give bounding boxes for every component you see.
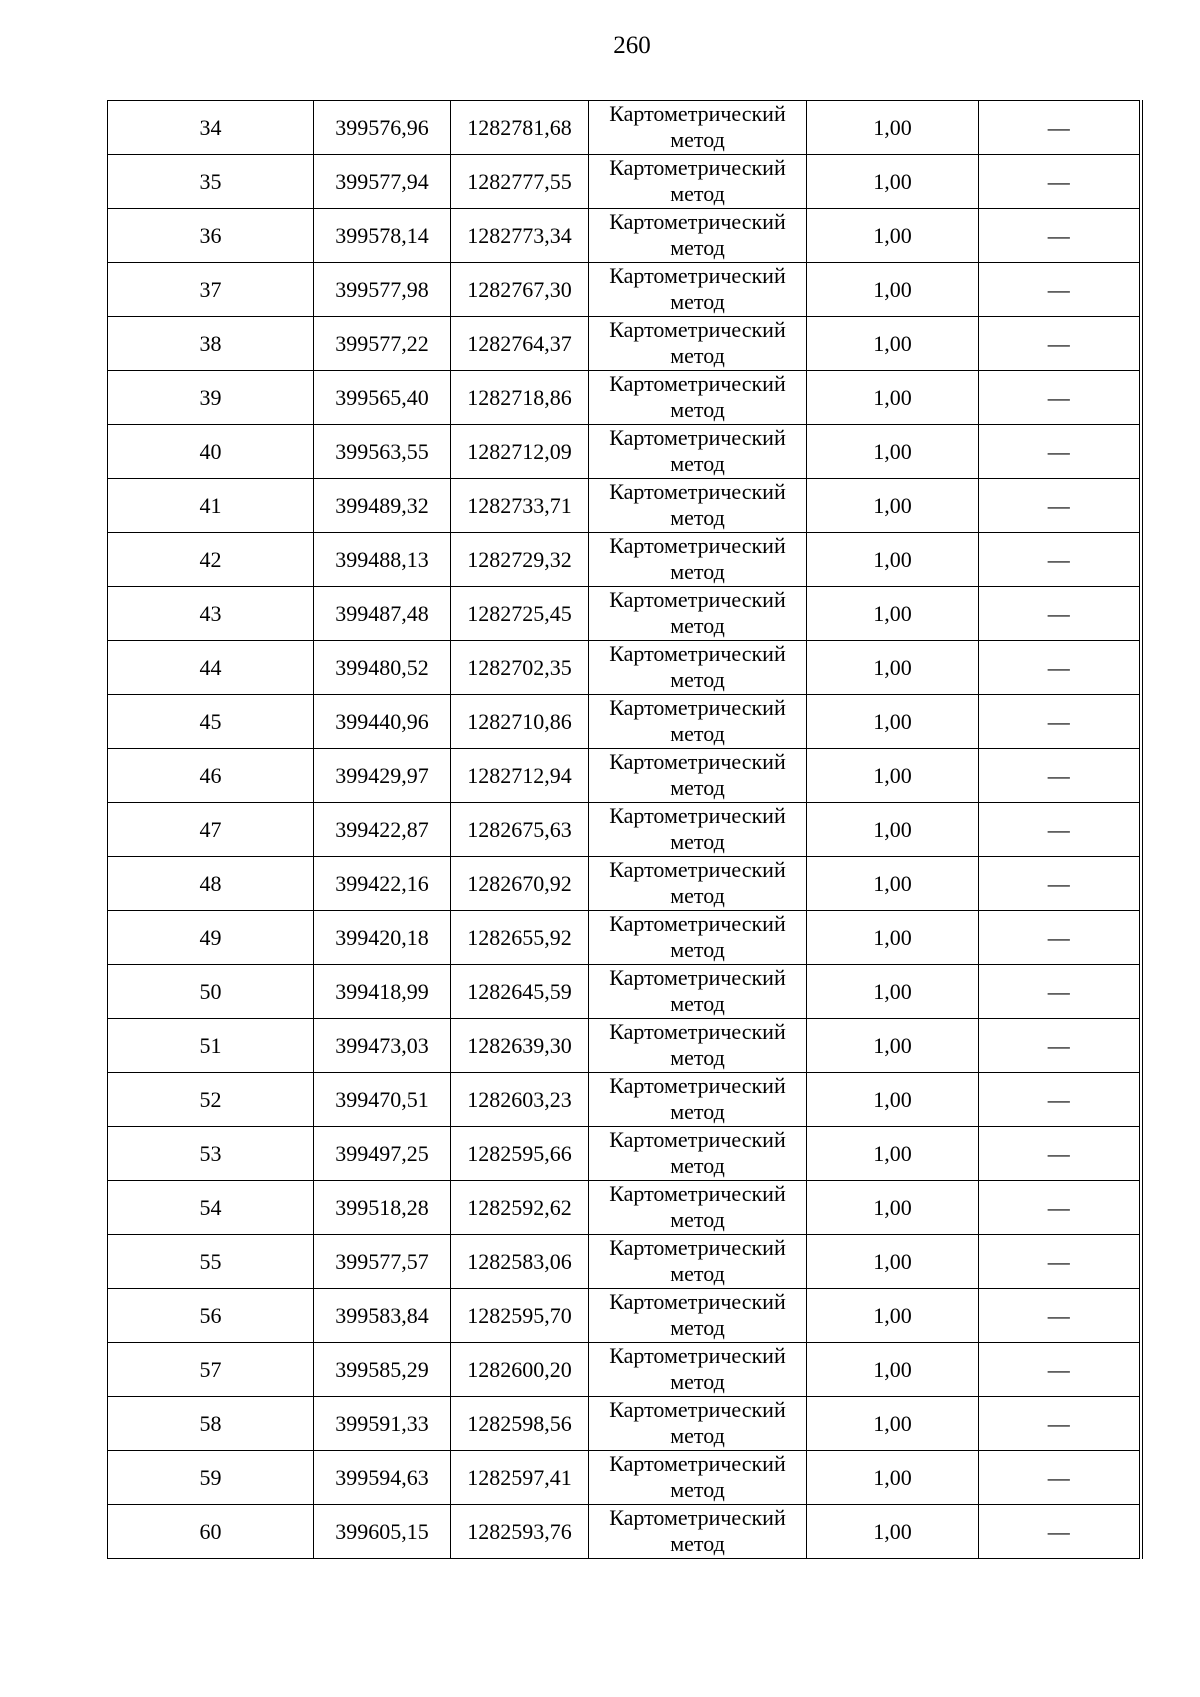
x-coordinate-cell: 399591,33 — [314, 1397, 451, 1451]
x-coordinate-cell: 399576,96 — [314, 101, 451, 155]
note-cell: — — [979, 641, 1141, 695]
accuracy-cell: 1,00 — [807, 857, 979, 911]
method-line-1: Картометрический — [609, 1073, 786, 1098]
x-coordinate-cell: 399420,18 — [314, 911, 451, 965]
accuracy-cell: 1,00 — [807, 1451, 979, 1505]
point-number-cell: 54 — [108, 1181, 314, 1235]
point-number-cell: 38 — [108, 317, 314, 371]
method-line-1: Картометрический — [609, 155, 786, 180]
method-line-1: Картометрический — [609, 479, 786, 504]
x-coordinate-cell: 399563,55 — [314, 425, 451, 479]
method-line-2: метод — [670, 1099, 725, 1124]
method-cell — [589, 425, 807, 479]
x-coordinate-cell: 399565,40 — [314, 371, 451, 425]
note-cell: — — [979, 1451, 1141, 1505]
x-coordinate-cell: 399578,14 — [314, 209, 451, 263]
method-line-1: Картометрический — [609, 749, 786, 774]
method-line-2: метод — [670, 397, 725, 422]
method-line-2: метод — [670, 1423, 725, 1448]
y-coordinate-cell: 1282729,32 — [451, 533, 589, 587]
method-cell — [589, 803, 807, 857]
method-line-1: Картометрический — [609, 857, 786, 882]
table-row — [108, 1451, 1141, 1505]
accuracy-cell: 1,00 — [807, 1235, 979, 1289]
accuracy-cell: 1,00 — [807, 1397, 979, 1451]
point-number-cell: 37 — [108, 263, 314, 317]
table-row — [108, 965, 1141, 1019]
accuracy-cell: 1,00 — [807, 209, 979, 263]
method-cell — [589, 1397, 807, 1451]
accuracy-cell: 1,00 — [807, 965, 979, 1019]
method-line-2: метод — [670, 505, 725, 530]
note-cell: — — [979, 1073, 1141, 1127]
table-row — [108, 155, 1141, 209]
note-cell: — — [979, 803, 1141, 857]
method-line-2: метод — [670, 181, 725, 206]
accuracy-cell: 1,00 — [807, 1343, 979, 1397]
note-cell: — — [979, 1397, 1141, 1451]
table-row — [108, 209, 1141, 263]
note-cell: — — [979, 263, 1141, 317]
table-row — [108, 587, 1141, 641]
method-line-1: Картометрический — [609, 1181, 786, 1206]
y-coordinate-cell: 1282639,30 — [451, 1019, 589, 1073]
table-row — [108, 371, 1141, 425]
accuracy-cell: 1,00 — [807, 803, 979, 857]
x-coordinate-cell: 399418,99 — [314, 965, 451, 1019]
table-row — [108, 101, 1141, 155]
point-number-cell: 51 — [108, 1019, 314, 1073]
point-number-cell: 48 — [108, 857, 314, 911]
accuracy-cell: 1,00 — [807, 263, 979, 317]
note-cell: — — [979, 209, 1141, 263]
table-row — [108, 911, 1141, 965]
x-coordinate-cell: 399577,57 — [314, 1235, 451, 1289]
point-number-cell: 46 — [108, 749, 314, 803]
point-number-cell: 59 — [108, 1451, 314, 1505]
method-line-1: Картометрический — [609, 803, 786, 828]
note-cell: — — [979, 1505, 1141, 1559]
method-line-2: метод — [670, 991, 725, 1016]
note-cell: — — [979, 155, 1141, 209]
method-line-1: Картометрический — [609, 1343, 786, 1368]
y-coordinate-cell: 1282702,35 — [451, 641, 589, 695]
table-row — [108, 641, 1141, 695]
method-line-1: Картометрический — [609, 641, 786, 666]
method-line-1: Картометрический — [609, 1019, 786, 1044]
y-coordinate-cell: 1282712,09 — [451, 425, 589, 479]
table-row — [108, 1289, 1141, 1343]
accuracy-cell: 1,00 — [807, 1181, 979, 1235]
method-line-2: метод — [670, 1153, 725, 1178]
y-coordinate-cell: 1282592,62 — [451, 1181, 589, 1235]
method-line-2: метод — [670, 667, 725, 692]
y-coordinate-cell: 1282675,63 — [451, 803, 589, 857]
note-cell: — — [979, 371, 1141, 425]
note-cell: — — [979, 911, 1141, 965]
accuracy-cell: 1,00 — [807, 533, 979, 587]
table-row — [108, 1343, 1141, 1397]
note-cell: — — [979, 1289, 1141, 1343]
point-number-cell: 49 — [108, 911, 314, 965]
y-coordinate-cell: 1282655,92 — [451, 911, 589, 965]
y-coordinate-cell: 1282595,70 — [451, 1289, 589, 1343]
method-line-2: метод — [670, 1477, 725, 1502]
point-number-cell: 45 — [108, 695, 314, 749]
point-number-cell: 36 — [108, 209, 314, 263]
accuracy-cell: 1,00 — [807, 317, 979, 371]
table-row — [108, 1505, 1141, 1559]
point-number-cell: 39 — [108, 371, 314, 425]
point-number-cell: 53 — [108, 1127, 314, 1181]
note-cell: — — [979, 749, 1141, 803]
y-coordinate-cell: 1282725,45 — [451, 587, 589, 641]
method-cell — [589, 1019, 807, 1073]
y-coordinate-cell: 1282777,55 — [451, 155, 589, 209]
coordinates-table — [107, 100, 1143, 1559]
method-line-2: метод — [670, 559, 725, 584]
x-coordinate-cell: 399487,48 — [314, 587, 451, 641]
method-line-2: метод — [670, 1045, 725, 1070]
method-line-2: метод — [670, 289, 725, 314]
note-cell: — — [979, 695, 1141, 749]
y-coordinate-cell: 1282597,41 — [451, 1451, 589, 1505]
method-cell — [589, 1127, 807, 1181]
point-number-cell: 55 — [108, 1235, 314, 1289]
x-coordinate-cell: 399585,29 — [314, 1343, 451, 1397]
y-coordinate-cell: 1282733,71 — [451, 479, 589, 533]
method-line-1: Картометрический — [609, 1505, 786, 1530]
method-line-1: Картометрический — [609, 911, 786, 936]
point-number-cell: 44 — [108, 641, 314, 695]
point-number-cell: 47 — [108, 803, 314, 857]
method-line-1: Картометрический — [609, 965, 786, 990]
method-line-1: Картометрический — [609, 533, 786, 558]
method-cell — [589, 1343, 807, 1397]
table-row — [108, 1235, 1141, 1289]
note-cell: — — [979, 533, 1141, 587]
table-row — [108, 1397, 1141, 1451]
table-row — [108, 857, 1141, 911]
y-coordinate-cell: 1282595,66 — [451, 1127, 589, 1181]
method-line-2: метод — [670, 235, 725, 260]
point-number-cell: 56 — [108, 1289, 314, 1343]
table-row — [108, 1073, 1141, 1127]
method-cell — [589, 911, 807, 965]
y-coordinate-cell: 1282593,76 — [451, 1505, 589, 1559]
method-cell — [589, 1505, 807, 1559]
y-coordinate-cell: 1282718,86 — [451, 371, 589, 425]
x-coordinate-cell: 399577,94 — [314, 155, 451, 209]
note-cell: — — [979, 1019, 1141, 1073]
point-number-cell: 40 — [108, 425, 314, 479]
note-cell: — — [979, 857, 1141, 911]
y-coordinate-cell: 1282583,06 — [451, 1235, 589, 1289]
y-coordinate-cell: 1282710,86 — [451, 695, 589, 749]
method-line-2: метод — [670, 613, 725, 638]
table-row — [108, 1181, 1141, 1235]
method-cell — [589, 209, 807, 263]
point-number-cell: 34 — [108, 101, 314, 155]
table-row — [108, 749, 1141, 803]
method-cell — [589, 101, 807, 155]
method-line-1: Картометрический — [609, 263, 786, 288]
method-line-1: Картометрический — [609, 1235, 786, 1260]
note-cell: — — [979, 1235, 1141, 1289]
accuracy-cell: 1,00 — [807, 1289, 979, 1343]
y-coordinate-cell: 1282645,59 — [451, 965, 589, 1019]
table-row — [108, 425, 1141, 479]
method-line-2: метод — [670, 1531, 725, 1556]
method-line-2: метод — [670, 829, 725, 854]
point-number-cell: 50 — [108, 965, 314, 1019]
table-row — [108, 695, 1141, 749]
method-line-1: Картометрический — [609, 317, 786, 342]
method-line-2: метод — [670, 1261, 725, 1286]
y-coordinate-cell: 1282600,20 — [451, 1343, 589, 1397]
point-number-cell: 41 — [108, 479, 314, 533]
y-coordinate-cell: 1282767,30 — [451, 263, 589, 317]
y-coordinate-cell: 1282764,37 — [451, 317, 589, 371]
method-cell — [589, 1181, 807, 1235]
y-coordinate-cell: 1282598,56 — [451, 1397, 589, 1451]
method-line-2: метод — [670, 775, 725, 800]
x-coordinate-cell: 399440,96 — [314, 695, 451, 749]
x-coordinate-cell: 399577,22 — [314, 317, 451, 371]
x-coordinate-cell: 399497,25 — [314, 1127, 451, 1181]
y-coordinate-cell: 1282773,34 — [451, 209, 589, 263]
x-coordinate-cell: 399489,32 — [314, 479, 451, 533]
note-cell: — — [979, 1127, 1141, 1181]
y-coordinate-cell: 1282670,92 — [451, 857, 589, 911]
point-number-cell: 43 — [108, 587, 314, 641]
accuracy-cell: 1,00 — [807, 911, 979, 965]
table-row — [108, 317, 1141, 371]
method-cell — [589, 965, 807, 1019]
method-cell — [589, 1235, 807, 1289]
table-row — [108, 1127, 1141, 1181]
method-line-2: метод — [670, 883, 725, 908]
accuracy-cell: 1,00 — [807, 1505, 979, 1559]
table-row — [108, 1019, 1141, 1073]
x-coordinate-cell: 399422,16 — [314, 857, 451, 911]
method-line-2: метод — [670, 127, 725, 152]
y-coordinate-cell: 1282603,23 — [451, 1073, 589, 1127]
note-cell: — — [979, 587, 1141, 641]
method-line-2: метод — [670, 937, 725, 962]
method-line-1: Картометрический — [609, 101, 786, 126]
table-row — [108, 479, 1141, 533]
accuracy-cell: 1,00 — [807, 425, 979, 479]
table-row — [108, 533, 1141, 587]
y-coordinate-cell: 1282712,94 — [451, 749, 589, 803]
method-cell — [589, 317, 807, 371]
point-number-cell: 60 — [108, 1505, 314, 1559]
method-line-2: метод — [670, 1207, 725, 1232]
method-line-2: метод — [670, 1369, 725, 1394]
x-coordinate-cell: 399473,03 — [314, 1019, 451, 1073]
accuracy-cell: 1,00 — [807, 695, 979, 749]
x-coordinate-cell: 399480,52 — [314, 641, 451, 695]
method-cell — [589, 1073, 807, 1127]
point-number-cell: 42 — [108, 533, 314, 587]
method-cell — [589, 857, 807, 911]
accuracy-cell: 1,00 — [807, 1127, 979, 1181]
accuracy-cell: 1,00 — [807, 641, 979, 695]
method-cell — [589, 1451, 807, 1505]
table-row — [108, 263, 1141, 317]
method-line-2: метод — [670, 1315, 725, 1340]
method-line-1: Картометрический — [609, 1451, 786, 1476]
note-cell: — — [979, 1181, 1141, 1235]
method-line-1: Картометрический — [609, 371, 786, 396]
accuracy-cell: 1,00 — [807, 155, 979, 209]
accuracy-cell: 1,00 — [807, 1073, 979, 1127]
note-cell: — — [979, 1343, 1141, 1397]
point-number-cell: 58 — [108, 1397, 314, 1451]
table-row — [108, 803, 1141, 857]
method-line-2: метод — [670, 721, 725, 746]
note-cell: — — [979, 965, 1141, 1019]
x-coordinate-cell: 399422,87 — [314, 803, 451, 857]
method-cell — [589, 695, 807, 749]
method-cell — [589, 749, 807, 803]
coordinates-table-body — [108, 101, 1141, 1559]
x-coordinate-cell: 399470,51 — [314, 1073, 451, 1127]
method-line-2: метод — [670, 451, 725, 476]
accuracy-cell: 1,00 — [807, 749, 979, 803]
method-line-1: Картометрический — [609, 1289, 786, 1314]
note-cell: — — [979, 425, 1141, 479]
point-number-cell: 52 — [108, 1073, 314, 1127]
x-coordinate-cell: 399429,97 — [314, 749, 451, 803]
note-cell: — — [979, 101, 1141, 155]
note-cell: — — [979, 479, 1141, 533]
page-number: 260 — [613, 32, 651, 59]
method-line-1: Картометрический — [609, 209, 786, 234]
method-cell — [589, 155, 807, 209]
accuracy-cell: 1,00 — [807, 1019, 979, 1073]
x-coordinate-cell: 399594,63 — [314, 1451, 451, 1505]
method-line-2: метод — [670, 343, 725, 368]
method-line-1: Картометрический — [609, 695, 786, 720]
y-coordinate-cell: 1282781,68 — [451, 101, 589, 155]
x-coordinate-cell: 399577,98 — [314, 263, 451, 317]
method-line-1: Картометрический — [609, 1127, 786, 1152]
x-coordinate-cell: 399518,28 — [314, 1181, 451, 1235]
x-coordinate-cell: 399605,15 — [314, 1505, 451, 1559]
x-coordinate-cell: 399583,84 — [314, 1289, 451, 1343]
note-cell: — — [979, 317, 1141, 371]
method-cell — [589, 587, 807, 641]
accuracy-cell: 1,00 — [807, 479, 979, 533]
accuracy-cell: 1,00 — [807, 101, 979, 155]
method-cell — [589, 641, 807, 695]
point-number-cell: 57 — [108, 1343, 314, 1397]
method-cell — [589, 263, 807, 317]
accuracy-cell: 1,00 — [807, 587, 979, 641]
point-number-cell: 35 — [108, 155, 314, 209]
method-cell — [589, 1289, 807, 1343]
accuracy-cell: 1,00 — [807, 371, 979, 425]
method-line-1: Картометрический — [609, 587, 786, 612]
method-cell — [589, 371, 807, 425]
method-cell — [589, 533, 807, 587]
method-line-1: Картометрический — [609, 1397, 786, 1422]
method-cell — [589, 479, 807, 533]
method-line-1: Картометрический — [609, 425, 786, 450]
x-coordinate-cell: 399488,13 — [314, 533, 451, 587]
